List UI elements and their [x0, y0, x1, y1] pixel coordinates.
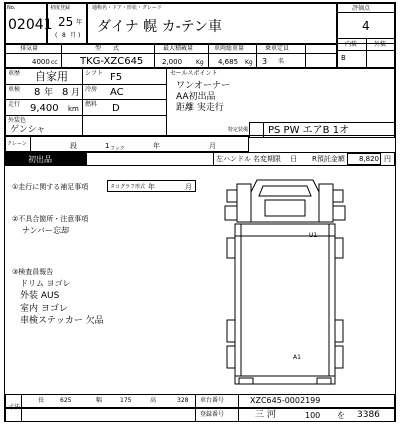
title-change-label: 名変期限 [253, 155, 281, 163]
defects-label: ②不具合箇所・注意事項 [12, 215, 89, 223]
month-unit: 月 [70, 32, 77, 39]
year-value: 25 [58, 15, 74, 29]
shift: F5 [110, 72, 123, 83]
lot-label: No. [7, 5, 16, 11]
sales-points-label: セールスポイント [170, 70, 218, 77]
mark-a1: A1 [293, 354, 301, 361]
max-load-label: 最大積載量 [163, 45, 194, 52]
vehicle-diagram [215, 170, 355, 388]
rating-label: 評価点 [352, 5, 371, 12]
sales-point-1: ワンオーナー [176, 81, 231, 91]
crane-hook: 1 [105, 142, 110, 150]
length: 625 [60, 397, 72, 404]
inspector-item-2: 外装 AUS [20, 291, 60, 301]
max-load: 2,000 [162, 58, 183, 66]
sales-point-2: AA初出品 [176, 92, 216, 102]
shift-label: シフト [85, 70, 104, 77]
dim-label: 寸法 [8, 404, 21, 411]
inspection-check-label: ①走行に関する補足事項 [12, 183, 89, 191]
gross-weight-unit: Kg [245, 59, 253, 66]
crane-stage: 段 [70, 142, 77, 150]
fuel-label: 燃料 [85, 101, 98, 108]
inspector-item-1: ドリム ヨゴレ [20, 279, 71, 288]
mileage: 9,400 [30, 103, 59, 114]
tacho-year: 年 [148, 183, 155, 191]
capacity-label: 乗車定員 [265, 45, 290, 52]
plate-class: 100 [305, 411, 321, 420]
ac: AC [110, 87, 124, 98]
inspection-month: 8 [62, 87, 69, 98]
ac-label: 冷房 [85, 86, 98, 93]
mark-u1: U1 [309, 232, 318, 239]
sales-point-3: 距離 実走行 [176, 103, 224, 113]
length-label: 長 [38, 397, 45, 404]
mileage-label: 走行 [8, 101, 21, 108]
tacho-month: 月 [185, 183, 192, 191]
height: 328 [177, 397, 189, 404]
inspection-label: 車検 [8, 86, 21, 93]
inspection-month-unit: 月 [71, 88, 81, 98]
year-unit: 年 [76, 19, 83, 26]
interior-grade: B [341, 54, 346, 62]
recycle-label: R預託金額 [312, 155, 345, 163]
crane-hook-unit: フック [110, 146, 125, 152]
tachograph-label: タコグラフ形式 [110, 184, 146, 190]
inspection-year: 8 [34, 87, 41, 98]
inspector-label: ③検査員報告 [12, 268, 54, 276]
year-label-small: 初度登録 [50, 5, 71, 11]
plate-label: 登録番号 [200, 411, 225, 418]
usage-label: 車歴 [8, 70, 21, 77]
crane-label: クレーン [7, 141, 27, 147]
steering: 左ハンドル [216, 155, 251, 163]
displacement: 4000 [32, 58, 50, 66]
displacement-label: 排気量 [20, 45, 39, 52]
lot-no: 02041 [8, 17, 53, 33]
recycle: 8,820 [358, 155, 379, 163]
width: 175 [120, 397, 132, 404]
car-name: ダイナ 幌 カ-テン車 [97, 19, 222, 35]
car-name-label: 通称名・ドア・形状・グレード [92, 5, 162, 11]
inspection-year-unit: 年 [44, 88, 54, 98]
chassis: XZC645-0002199 [250, 396, 321, 405]
plate-region: 三 河 [255, 410, 276, 420]
exterior-label: 外装 [374, 41, 387, 48]
model-label: 型 式 [95, 45, 120, 52]
capacity-unit: 名 [278, 58, 285, 65]
displacement-unit: cc [51, 59, 58, 66]
month-close: ) [78, 32, 81, 39]
width-label: 幅 [96, 397, 103, 404]
month-value: 8 [62, 32, 66, 39]
equipment-label: 特定装備 [228, 127, 249, 133]
interior-label: 内装 [345, 41, 358, 48]
recycle-unit: 円 [384, 155, 391, 163]
month-open: ( [55, 32, 58, 39]
plate-kana: を [337, 411, 345, 420]
rating-value: 4 [362, 19, 370, 33]
first-listing: 初出品 [28, 155, 52, 164]
color-label: 外装色 [8, 117, 27, 124]
gross-weight: 4,685 [218, 58, 239, 66]
gross-weight-label: 車両総重量 [214, 45, 245, 52]
height-label: 高 [150, 397, 157, 404]
color: ゲンシャ [10, 125, 46, 135]
crane-year: 年 [153, 142, 160, 150]
equipment: PS PW エアB 1オ [268, 125, 350, 136]
inspector-item-3: 室内 ヨゴレ [20, 304, 68, 314]
chassis-label: 車台番号 [200, 397, 225, 404]
crane-month: 月 [209, 142, 216, 150]
plate-number: 3386 [357, 410, 380, 420]
title-change: 日 [290, 155, 297, 163]
model: TKG-XZC645 [80, 56, 144, 67]
capacity: 3 [262, 57, 268, 66]
max-load-unit: Kg [196, 59, 204, 66]
mileage-unit: km [68, 105, 79, 113]
defect-1: ナンバー忘却 [22, 226, 70, 235]
fuel: D [112, 103, 120, 114]
inspector-item-4: 車検ステッカー 欠品 [20, 316, 104, 326]
usage: 自家用 [35, 70, 68, 83]
